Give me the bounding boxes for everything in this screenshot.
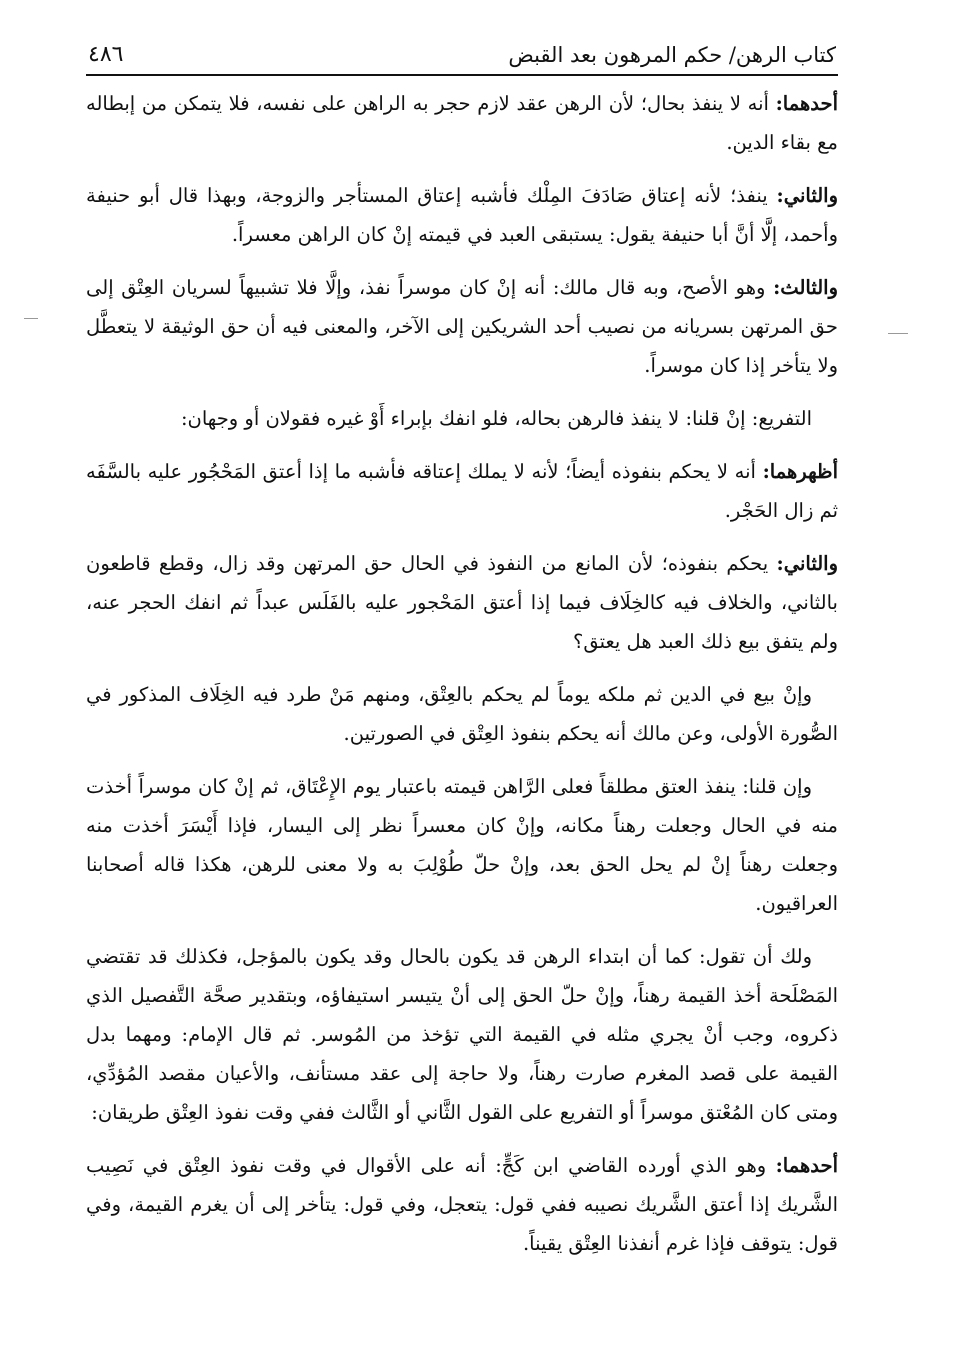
running-header bbox=[86, 28, 838, 74]
paragraph-lead: والثاني: bbox=[776, 552, 838, 575]
paragraph bbox=[86, 176, 838, 254]
header-rule bbox=[86, 74, 838, 76]
paragraph bbox=[86, 1146, 838, 1263]
paragraph-text: يحكم بنفوذه؛ لأن المانع من النفوذ في الحال حق المرتهن وقد زال، وقطع قاطعون بالثاني، والخلاف فيه كالخِلَاف فيما إذا أعتق المَحْجور عليه بالفَلَس عبداً ثم انفك الحجر عنه، ولم يتفق بيع ذلك العبد هل يعتق؟ bbox=[86, 552, 838, 653]
paragraph bbox=[86, 675, 838, 753]
paragraph bbox=[86, 399, 838, 438]
paragraph bbox=[86, 767, 838, 923]
body-text bbox=[86, 84, 838, 1263]
paragraph-text: أنه لا يحكم بنفوذه أيضاً؛ لأنه لا يملك إعتاقه فأشبه ما إذا أعتق المَحْجُور عليه بالسَّفَه ثم زال الحَجْر. bbox=[86, 460, 838, 522]
paragraph bbox=[86, 268, 838, 385]
page-number: ٤٨٦ bbox=[88, 41, 124, 67]
chapter-title: كتاب الرهن/ حكم المرهون بعد القبض bbox=[508, 42, 836, 67]
scan-artifact-mark bbox=[24, 318, 38, 319]
paragraph-text: وهو الذي أورده القاضي ابن كَجٍّ: أنه على الأقوال في وقت نفوذ العِتْق في نَصِيب الشَّريك إذا أعتق الشَّريك نصيبه ففي قول: يتعجل، وفي قول: يتأخر إلى أن يغرم القيمة، وفي قول: يتوقف فإذا غرم أنفذنا العِتْق يقيناً. bbox=[86, 1154, 838, 1255]
paragraph-text: ولك أن تقول: كما أن ابتداء الرهن قد يكون بالحال وقد يكون بالمؤجل، فكذلك قد تقتضي المَصْلَحة أخذ القيمة رهناً، وإنْ حلّ الحق إلى أنْ يتيسر استيفاؤه، وبتقدير صحَّة التَّفصيل الذي ذكروه، وجب أنْ يجري مثله في القيمة التي تؤخذ من المُوسر. ثم قال الإمام: ومهما بدل القيمة على قصد المغرم صارت رهناً، ولا حاجة إلى عقد مستأنف، والأعيان مقصد المُؤدِّي، ومتى كان المُعْتق موسراً أو التفريع على القول الثَّاني أو الثَّالث ففي وقت نفوذ العِتْق طريقان: bbox=[86, 945, 838, 1124]
paragraph-lead: أحدهما: bbox=[775, 92, 838, 115]
paragraph-lead: أظهرهما: bbox=[762, 460, 838, 483]
scan-artifact-mark bbox=[888, 333, 908, 334]
paragraph-text: وإنْ بيع في الدين ثم ملكه يوماً لم يحكم بالعِتْق، ومنهم مَنْ طرد فيه الخِلَاف المذكور في الصُّورة الأولى، وعن مالك أنه يحكم بنفوذ العِتْق في الصورتين. bbox=[86, 683, 838, 745]
paragraph bbox=[86, 84, 838, 162]
paragraph-text: ينفذ؛ لأنه إعتاق صَادَفَ المِلْك فأشبه إعتاق المستأجر والزوجة، وبهذا قال أبو حنيفة وأحمد، إلَّا أنَّ أبا حنيفة يقول: يستبقى العبد في قيمته إنْ كان الراهن معسراً. bbox=[86, 184, 838, 246]
paragraph-text: أنه لا ينفذ بحال؛ لأن الرهن عقد لازم حجر به الراهن على نفسه، فلا يتمكن من إبطاله مع بقاء الدين. bbox=[86, 92, 838, 154]
paragraph-lead: والثالث: bbox=[773, 276, 838, 299]
paragraph-text: وإن قلنا: ينفذ العتق مطلقاً فعلى الرَّاهن قيمته باعتبار يوم الإِعْتَاق، ثم إنْ كان موسراً أخذت منه في الحال وجعلت رهناً مكانه، وإنْ كان معسراً نظر إلى اليسار، فإذا أَيْسَرَ أخذت منه وجعلت رهناً إنْ لم يحل الحق بعد، وإنْ حلّ طُوْلِبَ به ولا معنى للرهن، هكذا قاله أصحابنا العراقيون. bbox=[86, 775, 838, 915]
paragraph-text: وهو الأصح، وبه قال مالك: أنه إنْ كان موسراً نفذ، وإلَّا فلا تشبيهاً لسريان العِتْق إلى حق المرتهن بسريانه من نصيب أحد الشريكين إلى الآخر، والمعنى فيه أن حق الوثيقة لا يتعطَّل ولا يتأخر إذا كان موسراً. bbox=[86, 276, 838, 377]
paragraph-lead: أحدهما: bbox=[775, 1154, 838, 1177]
paragraph-lead: والثاني: bbox=[776, 184, 838, 207]
paragraph bbox=[86, 544, 838, 661]
paragraph bbox=[86, 452, 838, 530]
paragraph bbox=[86, 937, 838, 1132]
paragraph-text: التفريع: إنْ قلنا: لا ينفذ فالرهن بحاله، فلو انفك بإبراء أَوْ غيره فقولان أو وجهان: bbox=[180, 407, 812, 430]
book-page bbox=[86, 28, 838, 1277]
